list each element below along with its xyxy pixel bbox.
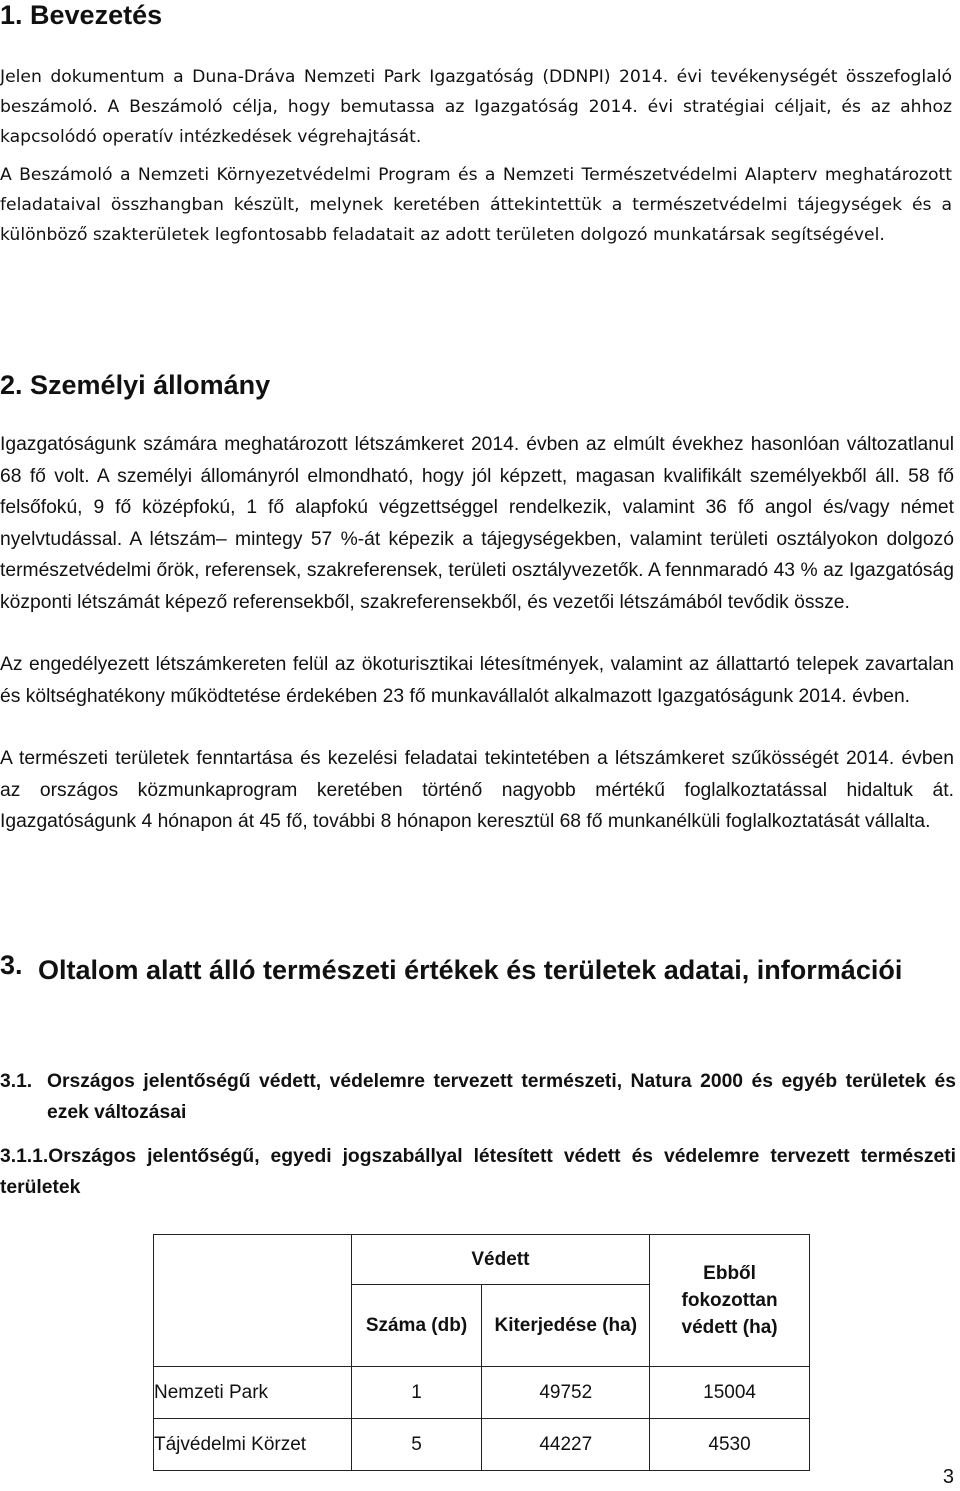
table-row	[154, 1367, 810, 1419]
table-cell-strict: 15004	[650, 1367, 810, 1419]
table-header-area: Kiterjedése (ha)	[482, 1285, 650, 1367]
subsection-3-1-title: Országos jelentőségű védett, védelemre tervezett természeti, Natura 2000 és egyéb területek és ezek változásai	[47, 1071, 956, 1123]
table-header-strict: Ebből fokozottan védett (ha)	[650, 1235, 810, 1367]
section-3-number: 3.	[0, 950, 23, 980]
section-1-heading: 1. Bevezetés	[0, 0, 163, 30]
section-1-paragraph-2: A Beszámoló a Nemzeti Környezetvédelmi Program és a Nemzeti Természetvédelmi Alapterv meghatározott feladataival összhangban készült, melynek keretében áttekintettük a természetvédelmi tájegységek és a különböző szakterületek legfontosabb feladatait az adott területen dolgozó munkatársak segítségével.	[0, 165, 952, 245]
section-2-paragraph-3: A természeti területek fenntartása és kezelési feladatai tekintetében a létszámkeret szűkösségét 2014. évben az országos közmunkaprogram keretében történő nagyobb mértékű foglalkoztatással hidaltuk át. Igazgatóságunk 4 hónapon át 45 fő, további 8 hónapon keresztül 68 fő munkanélküli foglalkoztatását vállalta.	[0, 748, 954, 832]
table-empty-corner	[154, 1235, 352, 1367]
table-header-count: Száma (db)	[351, 1285, 482, 1367]
table-cell-area: 44227	[482, 1419, 650, 1471]
table-row	[154, 1419, 810, 1471]
page-number: 3	[942, 1466, 954, 1488]
table-cell-name: Tájvédelmi Körzet	[154, 1419, 352, 1471]
table-cell-count: 5	[351, 1419, 482, 1471]
section-2-paragraph-1: Igazgatóságunk számára meghatározott létszámkeret 2014. évben az elmúlt évekhez hasonlóan változatlanul 68 fő volt. A személyi állományról elmondható, hogy jól képzett, magasan kvalifikált személyekből áll. 58 fő felsőfokú, 9 fő középfokú, 1 fő alapfokú végzettséggel rendelkezik, valamint 36 fő angol és/vagy német nyelvtudással. A létszám– mintegy 57 %-át képezik a tájegységekben, valamint területi osztályokon dolgozó természetvédelmi őrök, referensek, szakreferensek, területi osztályvezetők. A fennmaradó 43 % az Igazgatóság központi létszámát képező referensekből, szakreferensekből, és vezetői létszámából tevődik össze.	[0, 434, 954, 613]
subsection-3-1-number: 3.1.	[0, 1071, 33, 1092]
table-cell-strict: 4530	[650, 1419, 810, 1471]
section-2-paragraph-2: Az engedélyezett létszámkereten felül az ökoturisztikai létesítmények, valamint az állattartó telepek zavartalan és költséghatékony működtetése érdekében 23 fő munkavállalót alkalmazott Igazgatóságunk 2014. évben.	[0, 654, 954, 707]
section-3-title: Oltalom alatt álló természeti értékek és területek adatai, információi	[38, 955, 903, 985]
protected-areas-table	[153, 1234, 810, 1471]
section-2-heading: 2. Személyi állomány	[0, 370, 271, 400]
table-cell-count: 1	[351, 1367, 482, 1419]
subsection-3-1-1-title: 3.1.1.Országos jelentőségű, egyedi jogszabállyal létesített védett és védelemre tervezett természeti területek	[0, 1146, 956, 1198]
table-header-group: Védett	[351, 1235, 650, 1285]
table-cell-name: Nemzeti Park	[154, 1367, 352, 1419]
section-1-paragraph-1: Jelen dokumentum a Duna-Dráva Nemzeti Park Igazgatóság (DDNPI) 2014. évi tevékenységét összefoglaló beszámoló. A Beszámoló célja, hogy bemutassa az Igazgatóság 2014. évi stratégiai céljait, és az ahhoz kapcsolódó operatív intézkedések végrehajtását.	[0, 67, 952, 147]
table-cell-area: 49752	[482, 1367, 650, 1419]
